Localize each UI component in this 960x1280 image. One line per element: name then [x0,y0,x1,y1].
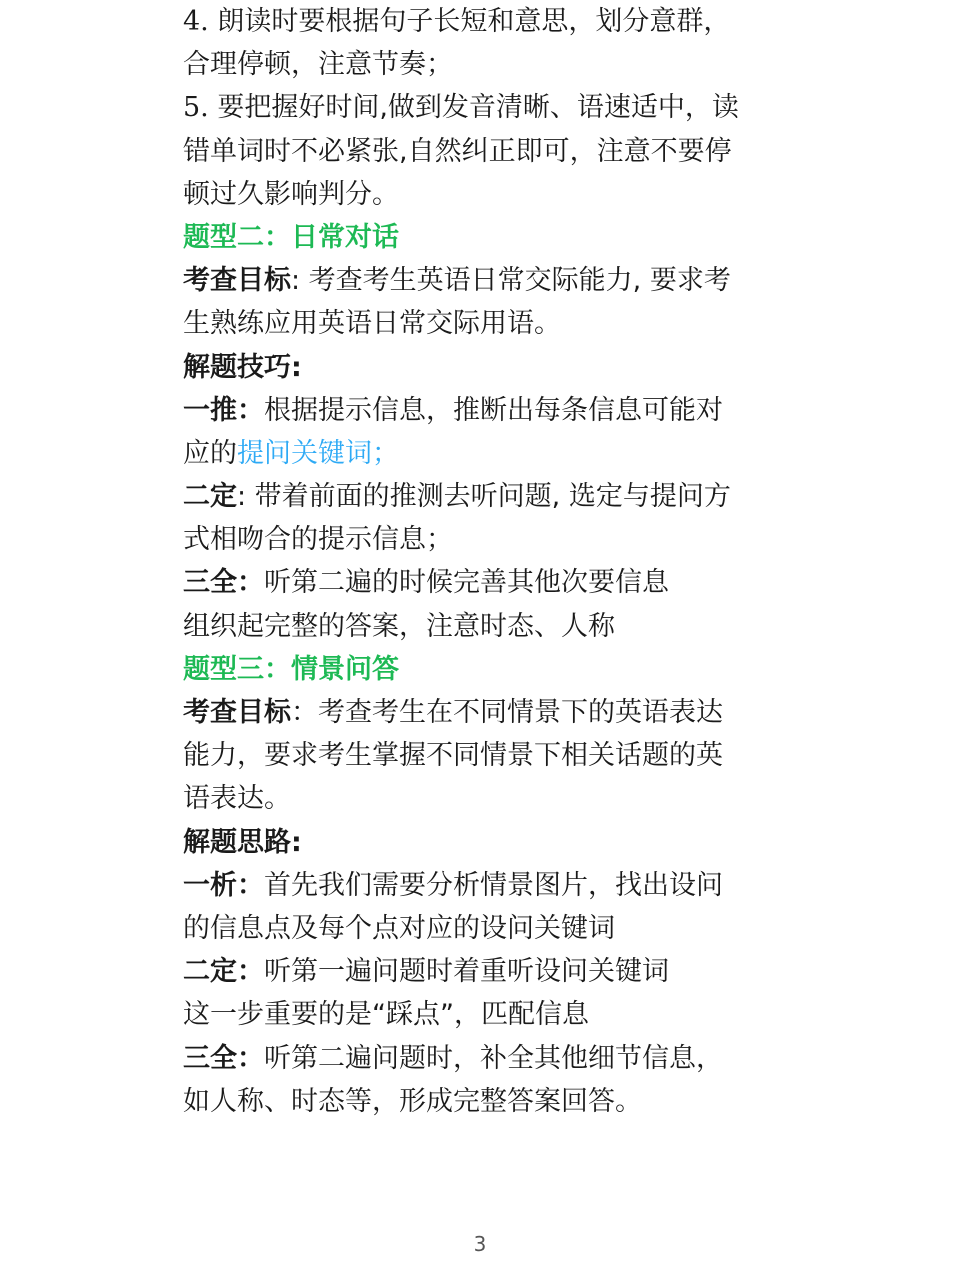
label: 三全： [183,1042,264,1074]
document-body [183,0,793,1123]
label: 二定 [183,481,237,513]
highlighted-text: 提问关键词； [237,437,399,469]
tip-line [183,950,793,993]
section-heading-situation: 题型三：情景问答 [183,653,399,685]
page-number: 3 [473,1232,487,1256]
label: 一析： [183,869,264,901]
section-heading-dialogue: 题型二：日常对话 [183,221,399,253]
text-run: 听第二遍的时候完善其他次要信息 [264,567,669,599]
text-line: 错单词时不必紧张,自然纠正即可，注意不要停 [183,135,732,167]
text-run: 朗读时要根据句子长短和意思，划分意群， [208,6,731,37]
text-run: 应的 [183,437,237,469]
text-line: 如人称、时态等，形成完整答案回答。 [183,1085,642,1117]
text-line: 生熟练应用英语日常交际用语。 [183,308,561,340]
item-number: 5. [183,92,209,124]
tip-line [183,561,793,604]
label: 一推： [183,394,264,426]
text-line: 的信息点及每个点对应的设问关键词 [183,912,615,944]
text-run: ：考查考生在不同情景下的英语表达 [291,697,723,728]
tip-line [183,389,793,432]
item-number: 4. [183,6,209,37]
text-run: 听第二遍问题时，补全其他细节信息， [264,1042,723,1074]
text-line: 顿过久影响判分。 [183,178,399,210]
tip-line [183,1037,793,1080]
label: 二定： [183,956,264,988]
subheading-approach: 解题思路: [183,826,302,858]
label: 三全： [183,567,264,599]
text-run: : 考查考生英语日常交际能力, 要求考 [291,265,731,297]
text-line: 能力，要求考生掌握不同情景下相关话题的英 [183,740,723,772]
text-run: 要把握好时间,做到发音清晰、语速适中，读 [208,92,739,124]
list-item-4 [183,0,793,43]
label: 考查目标 [183,697,291,728]
text-line: 合理停顿，注意节奏； [183,49,453,81]
text-line: 组织起完整的答案，注意时态、人称 [183,610,615,642]
tip-line [183,475,793,518]
objective-line [183,691,793,734]
text-line: 式相吻合的提示信息； [183,524,453,556]
label: 考查目标 [183,265,291,297]
text-line: 这一步重要的是“踩点”，匹配信息 [183,999,589,1031]
text-run: 听第一遍问题时着重听设问关键词 [264,956,669,988]
objective-line [183,259,793,302]
list-item-5 [183,86,793,129]
tip-line [183,864,793,907]
text-line: 语表达。 [183,783,291,815]
text-run: 首先我们需要分析情景图片，找出设问 [264,869,723,901]
text-run: : 带着前面的推测去听问题, 选定与提问方 [237,481,731,513]
subheading-tips: 解题技巧: [183,351,302,383]
text-line [183,432,793,475]
text-run: 根据提示信息，推断出每条信息可能对 [264,394,723,426]
